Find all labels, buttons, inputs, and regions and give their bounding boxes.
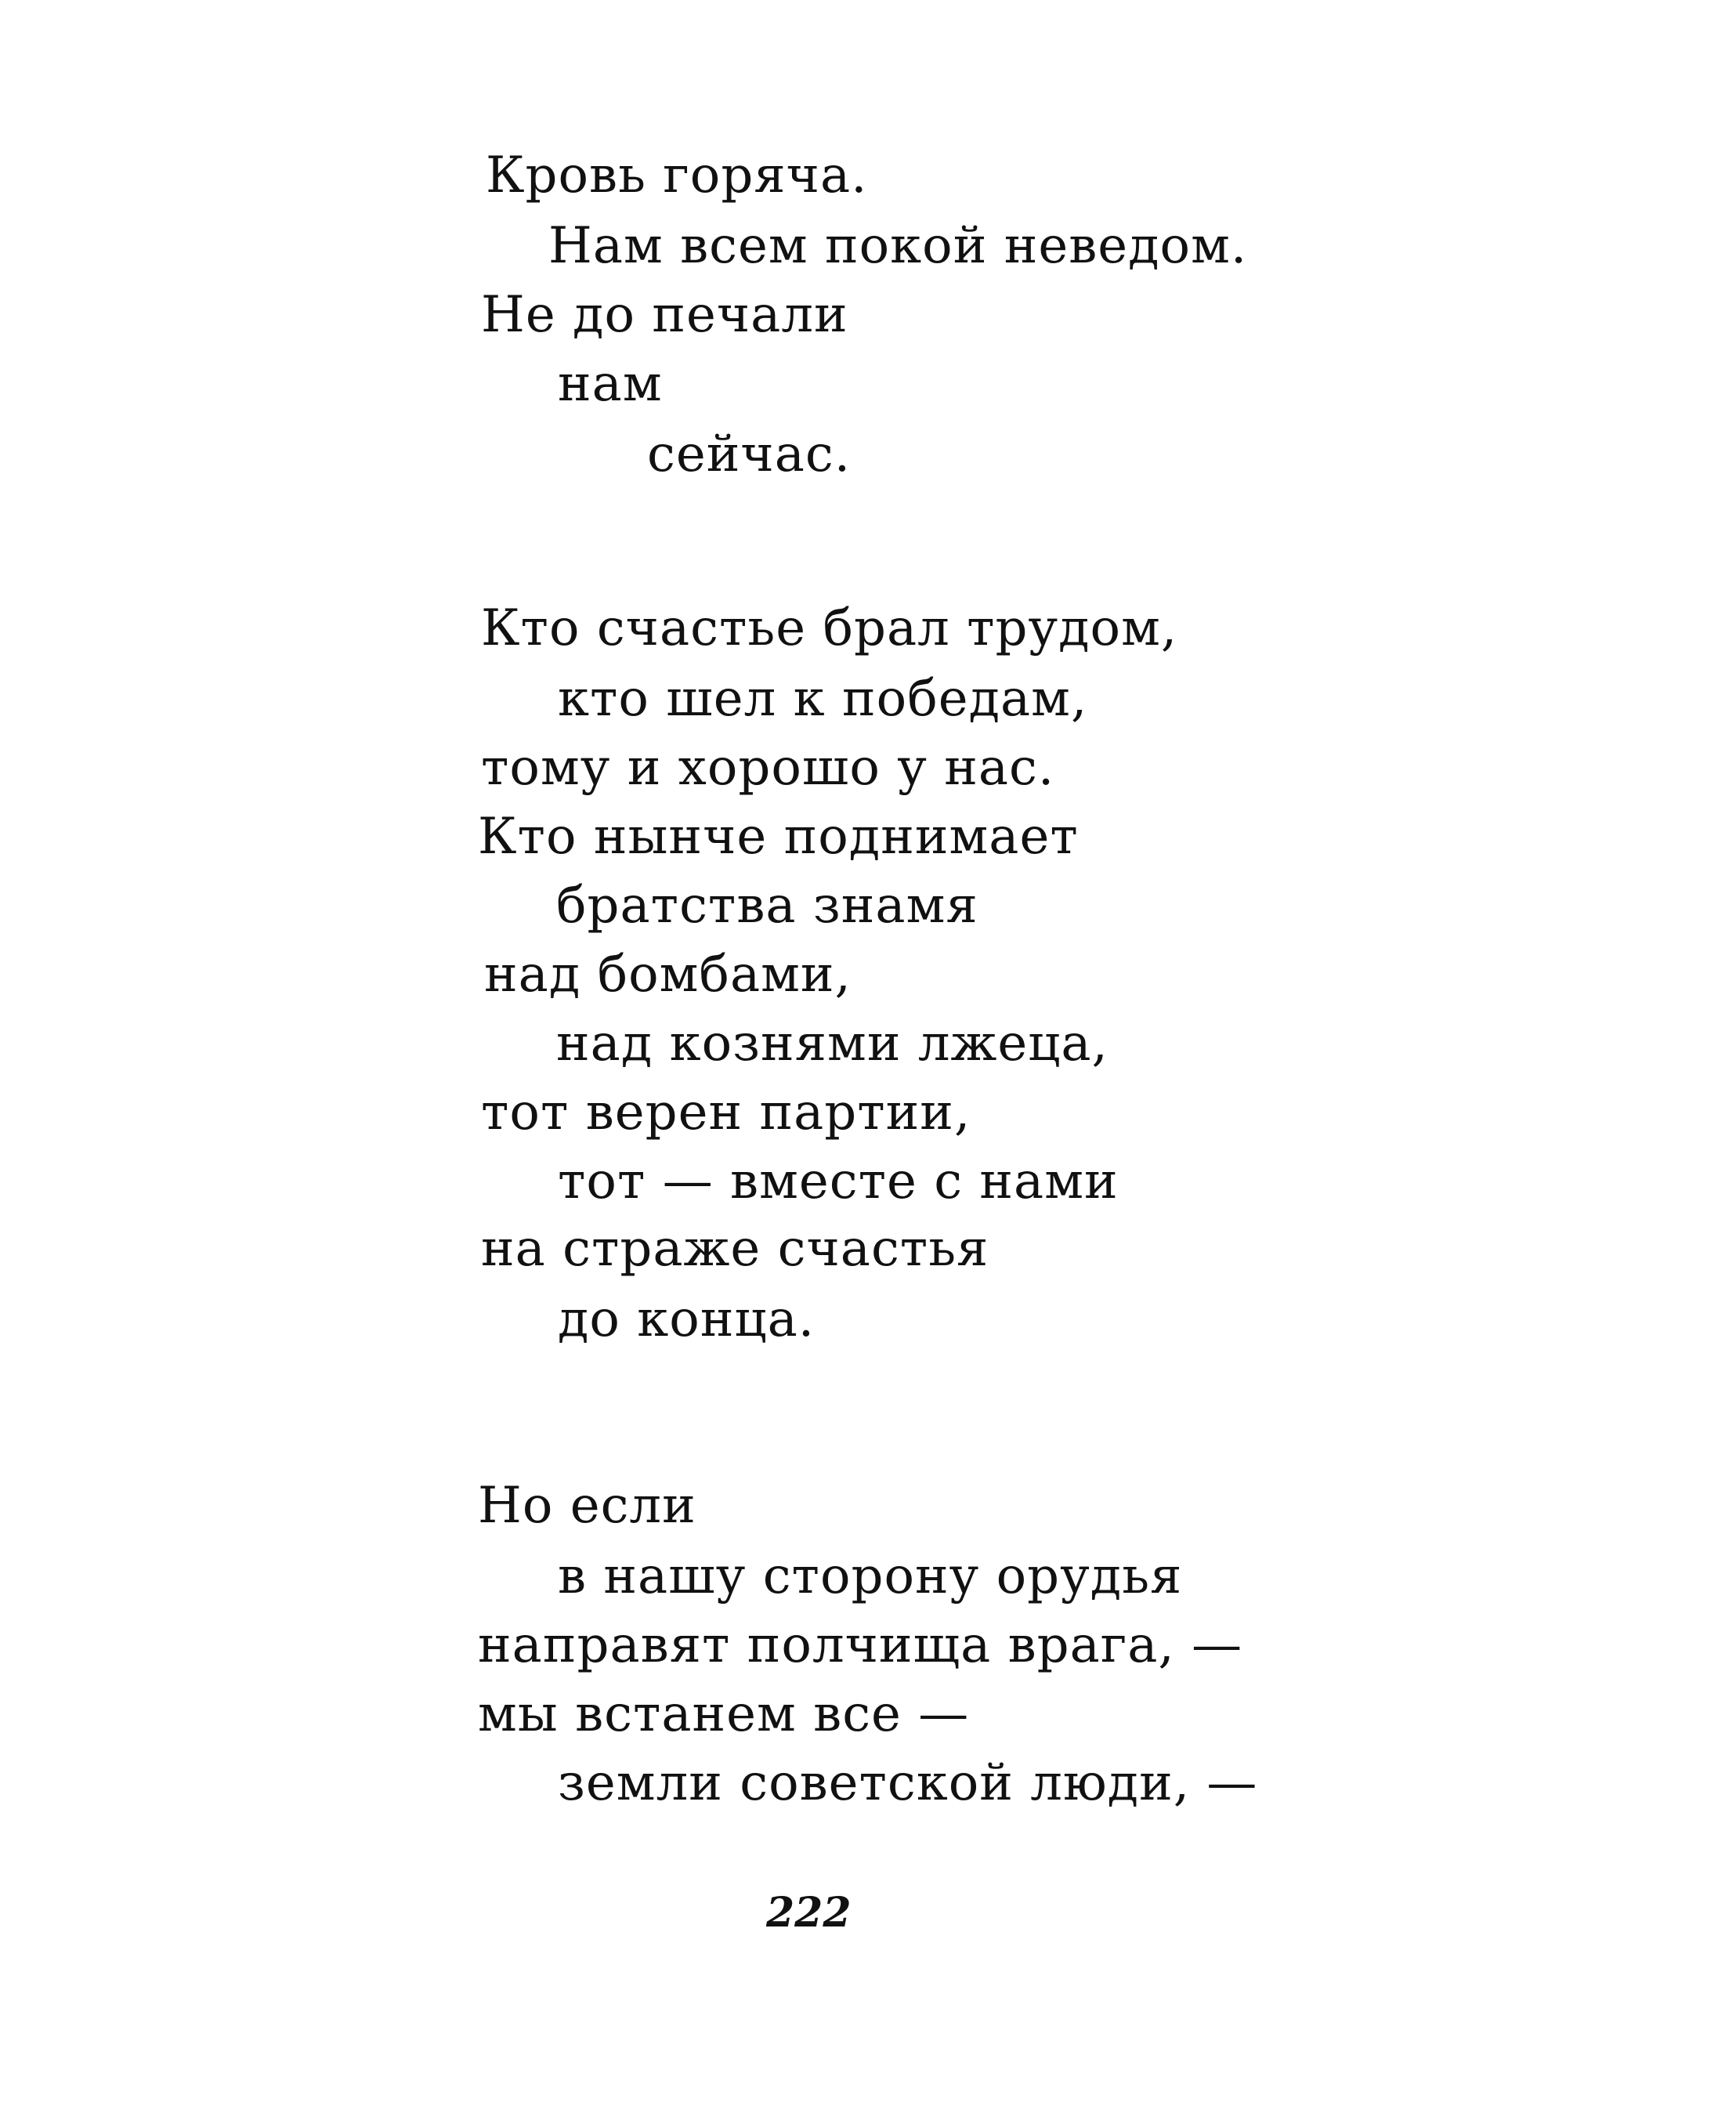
page-number: 222: [766, 1889, 852, 1937]
poem-line: земли советской люди, —: [558, 1754, 1258, 1812]
poem-line: Нам всем покой неведом.: [548, 217, 1248, 275]
poem-line: сейчас.: [647, 425, 852, 483]
poem-line: нам: [558, 355, 663, 413]
poem-line: над кознями лжеца,: [556, 1015, 1109, 1073]
poem-line: Кто нынче поднимает: [478, 808, 1079, 866]
poem-line: тот верен партии,: [481, 1084, 971, 1141]
poem-line: до конца.: [558, 1290, 816, 1348]
poem-line: братства знамя: [556, 877, 978, 935]
poem-line: кто шел к победам,: [558, 670, 1088, 728]
poem-line: тот — вместе с нами: [558, 1152, 1119, 1210]
poem-line: тому и хорошо у нас.: [481, 739, 1055, 797]
poem-line: направят полчища врага, —: [478, 1616, 1243, 1674]
poem-line: в нашу сторону орудья: [558, 1547, 1183, 1605]
poem-line: Но если: [478, 1477, 696, 1535]
poem-line: Не до печали: [481, 286, 848, 344]
poem-line: на страже счастья: [481, 1220, 989, 1278]
poem-line: над бомбами,: [484, 946, 852, 1004]
poem-line: мы встанем все —: [478, 1685, 970, 1743]
poem-line: Кровь горяча.: [486, 147, 868, 204]
poem-line: Кто счастье брал трудом,: [481, 599, 1178, 657]
